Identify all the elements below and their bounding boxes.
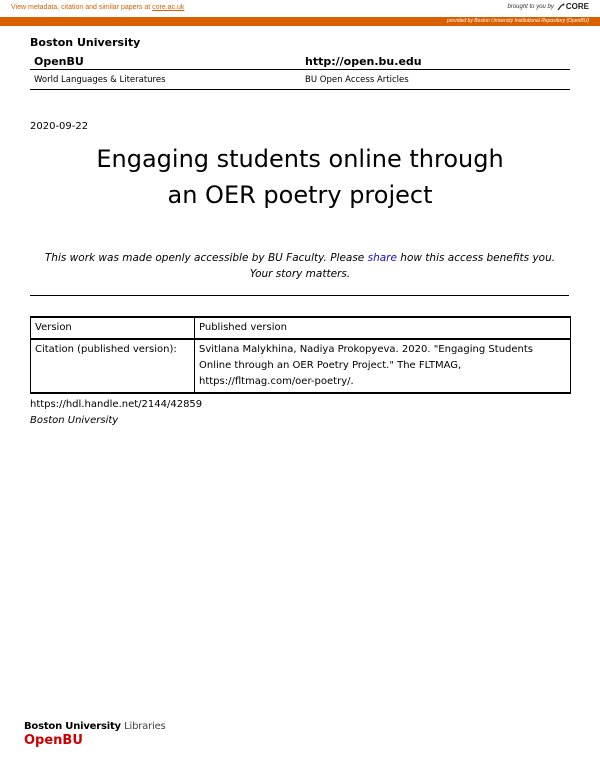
collection: BU Open Access Articles: [305, 75, 409, 85]
footer-openbu: OpenBU: [24, 733, 83, 748]
repo-url[interactable]: http://open.bu.edu: [305, 55, 422, 68]
core-link[interactable]: core.ac.uk: [152, 4, 185, 11]
core-banner: [0, 0, 600, 17]
brought-to-you: [508, 2, 590, 11]
provided-text: provided by Boston University Institutional Repository (OpenBU): [446, 18, 589, 24]
access-line2: Your story matters.: [249, 268, 351, 280]
department: World Languages & Literatures: [34, 75, 166, 85]
header-repo-row: [30, 55, 570, 70]
footer-line-1: [24, 721, 166, 732]
table-row: [31, 339, 571, 393]
share-link[interactable]: share: [367, 252, 397, 264]
brought-text: brought to you by: [507, 3, 554, 10]
metadata-table: [30, 316, 571, 394]
footer-libraries: Libraries: [124, 721, 166, 732]
institution-footer: Boston University: [30, 415, 119, 426]
date: 2020-09-22: [30, 121, 89, 132]
version-value: Published version: [195, 317, 571, 339]
handle-link[interactable]: https://hdl.handle.net/2144/42859: [30, 399, 203, 410]
access-after: how this access benefits you.: [400, 252, 556, 264]
core-logo[interactable]: [557, 2, 589, 11]
footer-logo: [24, 721, 166, 748]
repo-name: OpenBU: [34, 55, 84, 68]
access-before: This work was made openly accessible by BU Faculty. Please: [44, 252, 365, 264]
footer-bu: Boston University: [24, 721, 121, 732]
title-line-1: Engaging students online through: [96, 145, 504, 173]
page-title: [30, 141, 570, 213]
core-prefix: View metadata, citation and similar papers at: [11, 4, 151, 11]
access-statement: [30, 250, 570, 282]
citation-label: Citation (published version):: [31, 339, 195, 393]
header-collection-row: [30, 75, 570, 90]
title-line-2: an OER poetry project: [167, 181, 433, 209]
provided-by-bar: [0, 17, 600, 26]
core-logo-icon: [557, 3, 565, 11]
version-label: Version: [31, 317, 195, 339]
divider: [30, 295, 569, 296]
core-metadata-text: [11, 4, 184, 11]
header-institution: Boston University: [30, 36, 141, 49]
table-row: [31, 317, 571, 339]
citation-value: Svitlana Malykhina, Nadiya Prokopyeva. 2020. "Engaging Students Online through an OER Poetry Project." The FLTMAG, https://fltmag.com/oer-poetry/.: [195, 339, 571, 393]
core-brand: CORE: [565, 2, 589, 11]
